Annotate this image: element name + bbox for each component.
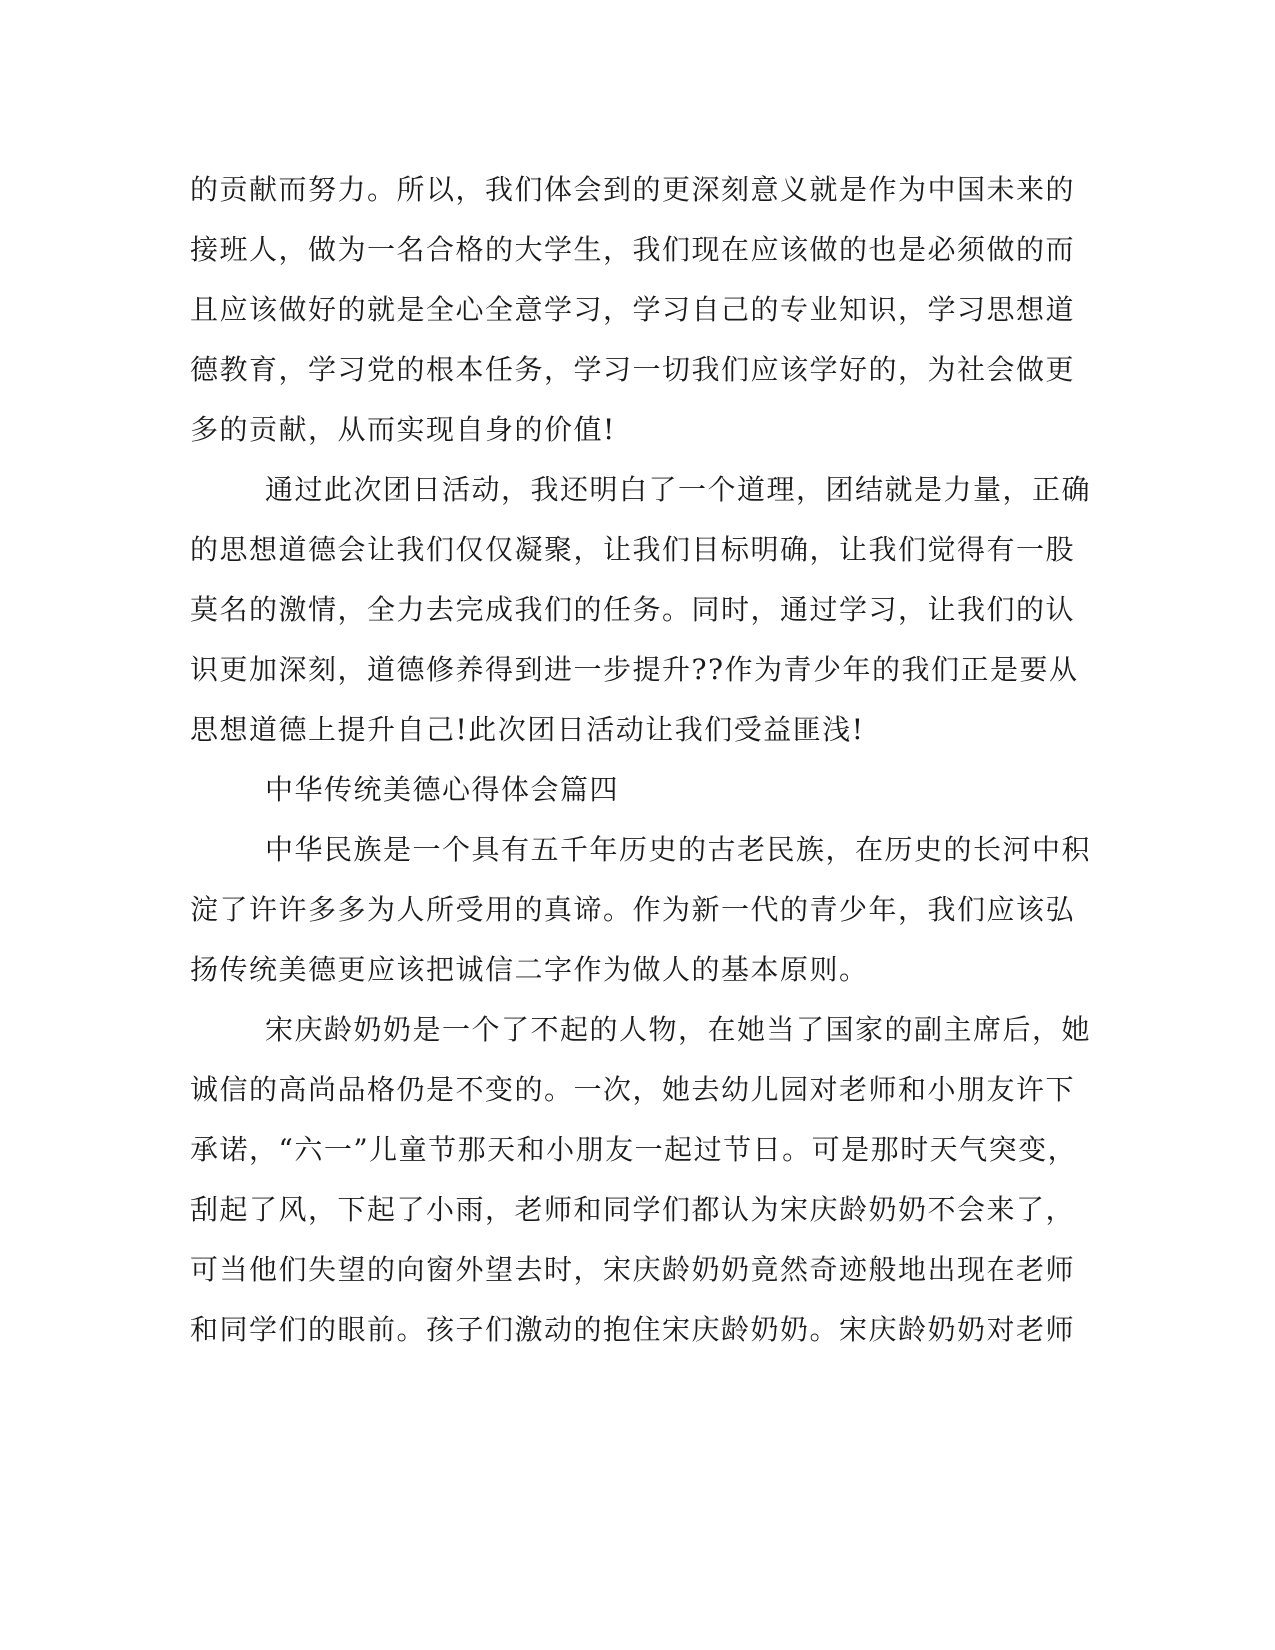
text-line: 可当他们失望的向窗外望去时，宋庆龄奶奶竟然奇迹般地出现在老师: [190, 1253, 1076, 1286]
text-line: 思想道德上提升自己!此次团日活动让我们受益匪浅!: [190, 713, 865, 746]
text-line: 多的贡献，从而实现自身的价值!: [190, 413, 616, 446]
text-line: 莫名的激情，全力去完成我们的任务。同时，通过学习，让我们的认: [190, 593, 1076, 626]
text-line: 诚信的高尚品格仍是不变的。一次，她去幼儿园对老师和小朋友许下: [190, 1073, 1076, 1106]
text-line: 淀了许许多多为人所受用的真谛。作为新一代的青少年，我们应该弘: [190, 893, 1076, 926]
text-line: 且应该做好的就是全心全意学习，学习自己的专业知识，学习思想道: [190, 293, 1076, 326]
text-line: 承诺，“六一”儿童节那天和小朋友一起过节日。可是那时天气突变，: [190, 1133, 1078, 1166]
section-heading: 中华传统美德心得体会篇四: [265, 773, 620, 806]
document-body: [190, 160, 1092, 1360]
text-line: 的思想道德会让我们仅仅凝聚，让我们目标明确，让我们觉得有一股: [190, 533, 1076, 566]
text-line: 扬传统美德更应该把诚信二字作为做人的基本原则。: [190, 953, 869, 986]
text-line: 德教育，学习党的根本任务，学习一切我们应该学好的，为社会做更: [190, 353, 1076, 386]
text-line: 的贡献而努力。所以，我们体会到的更深刻意义就是作为中国未来的: [190, 173, 1076, 206]
paragraph-start-line: 通过此次团日活动，我还明白了一个道理，团结就是力量，正确: [265, 473, 1092, 506]
text-line: 接班人，做为一名合格的大学生，我们现在应该做的也是必须做的而: [190, 233, 1076, 266]
text-line: 刮起了风，下起了小雨，老师和同学们都认为宋庆龄奶奶不会来了，: [190, 1193, 1076, 1226]
text-line: 识更加深刻，道德修养得到进一步提升??作为青少年的我们正是要从: [190, 653, 1079, 686]
text-line: 和同学们的眼前。孩子们激动的抱住宋庆龄奶奶。宋庆龄奶奶对老师: [190, 1313, 1076, 1346]
paragraph-start-line: 宋庆龄奶奶是一个了不起的人物，在她当了国家的副主席后，她: [265, 1013, 1092, 1046]
paragraph-start-line: 中华民族是一个具有五千年历史的古老民族，在历史的长河中积: [265, 833, 1092, 866]
